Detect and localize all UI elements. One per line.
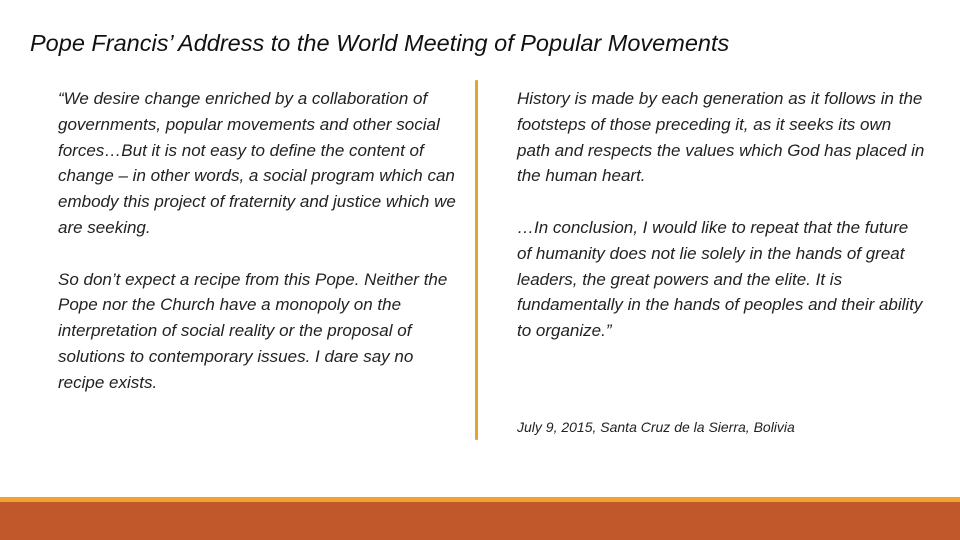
column-divider <box>475 80 478 440</box>
left-quote-column <box>58 86 463 396</box>
right-quote-column <box>517 86 927 435</box>
date-location: July 9, 2015, Santa Cruz de la Sierra, Bolivia <box>517 419 795 435</box>
bottom-bar <box>0 502 960 540</box>
left-paragraph-1: “We desire change enriched by a collaboration of governments, popular movements and other social forces…But it is not easy to define the content of change – in other words, a social program which can embody this project of fraternity and justice which we are seeking. <box>58 89 456 237</box>
right-paragraph-1: History is made by each generation as it follows in the footsteps of those preceding it, as it seeks its own path and respects the values which God has placed in the human heart. <box>517 89 925 186</box>
slide-title: Pope Francis’ Address to the World Meeting of Popular Movements <box>30 30 730 56</box>
right-paragraph-2: …In conclusion, I would like to repeat that the future of humanity does not lie solely in the hands of great leaders, the great powers and the elite. It is fundamentally in the hands of peoples and their ability to organize.” <box>517 217 923 341</box>
left-paragraph-2: So don’t expect a recipe from this Pope. Neither the Pope nor the Church have a monopoly on the interpretation of social reality or the proposal of solutions to contemporary issues. I dare say no recipe exists. <box>58 269 448 392</box>
